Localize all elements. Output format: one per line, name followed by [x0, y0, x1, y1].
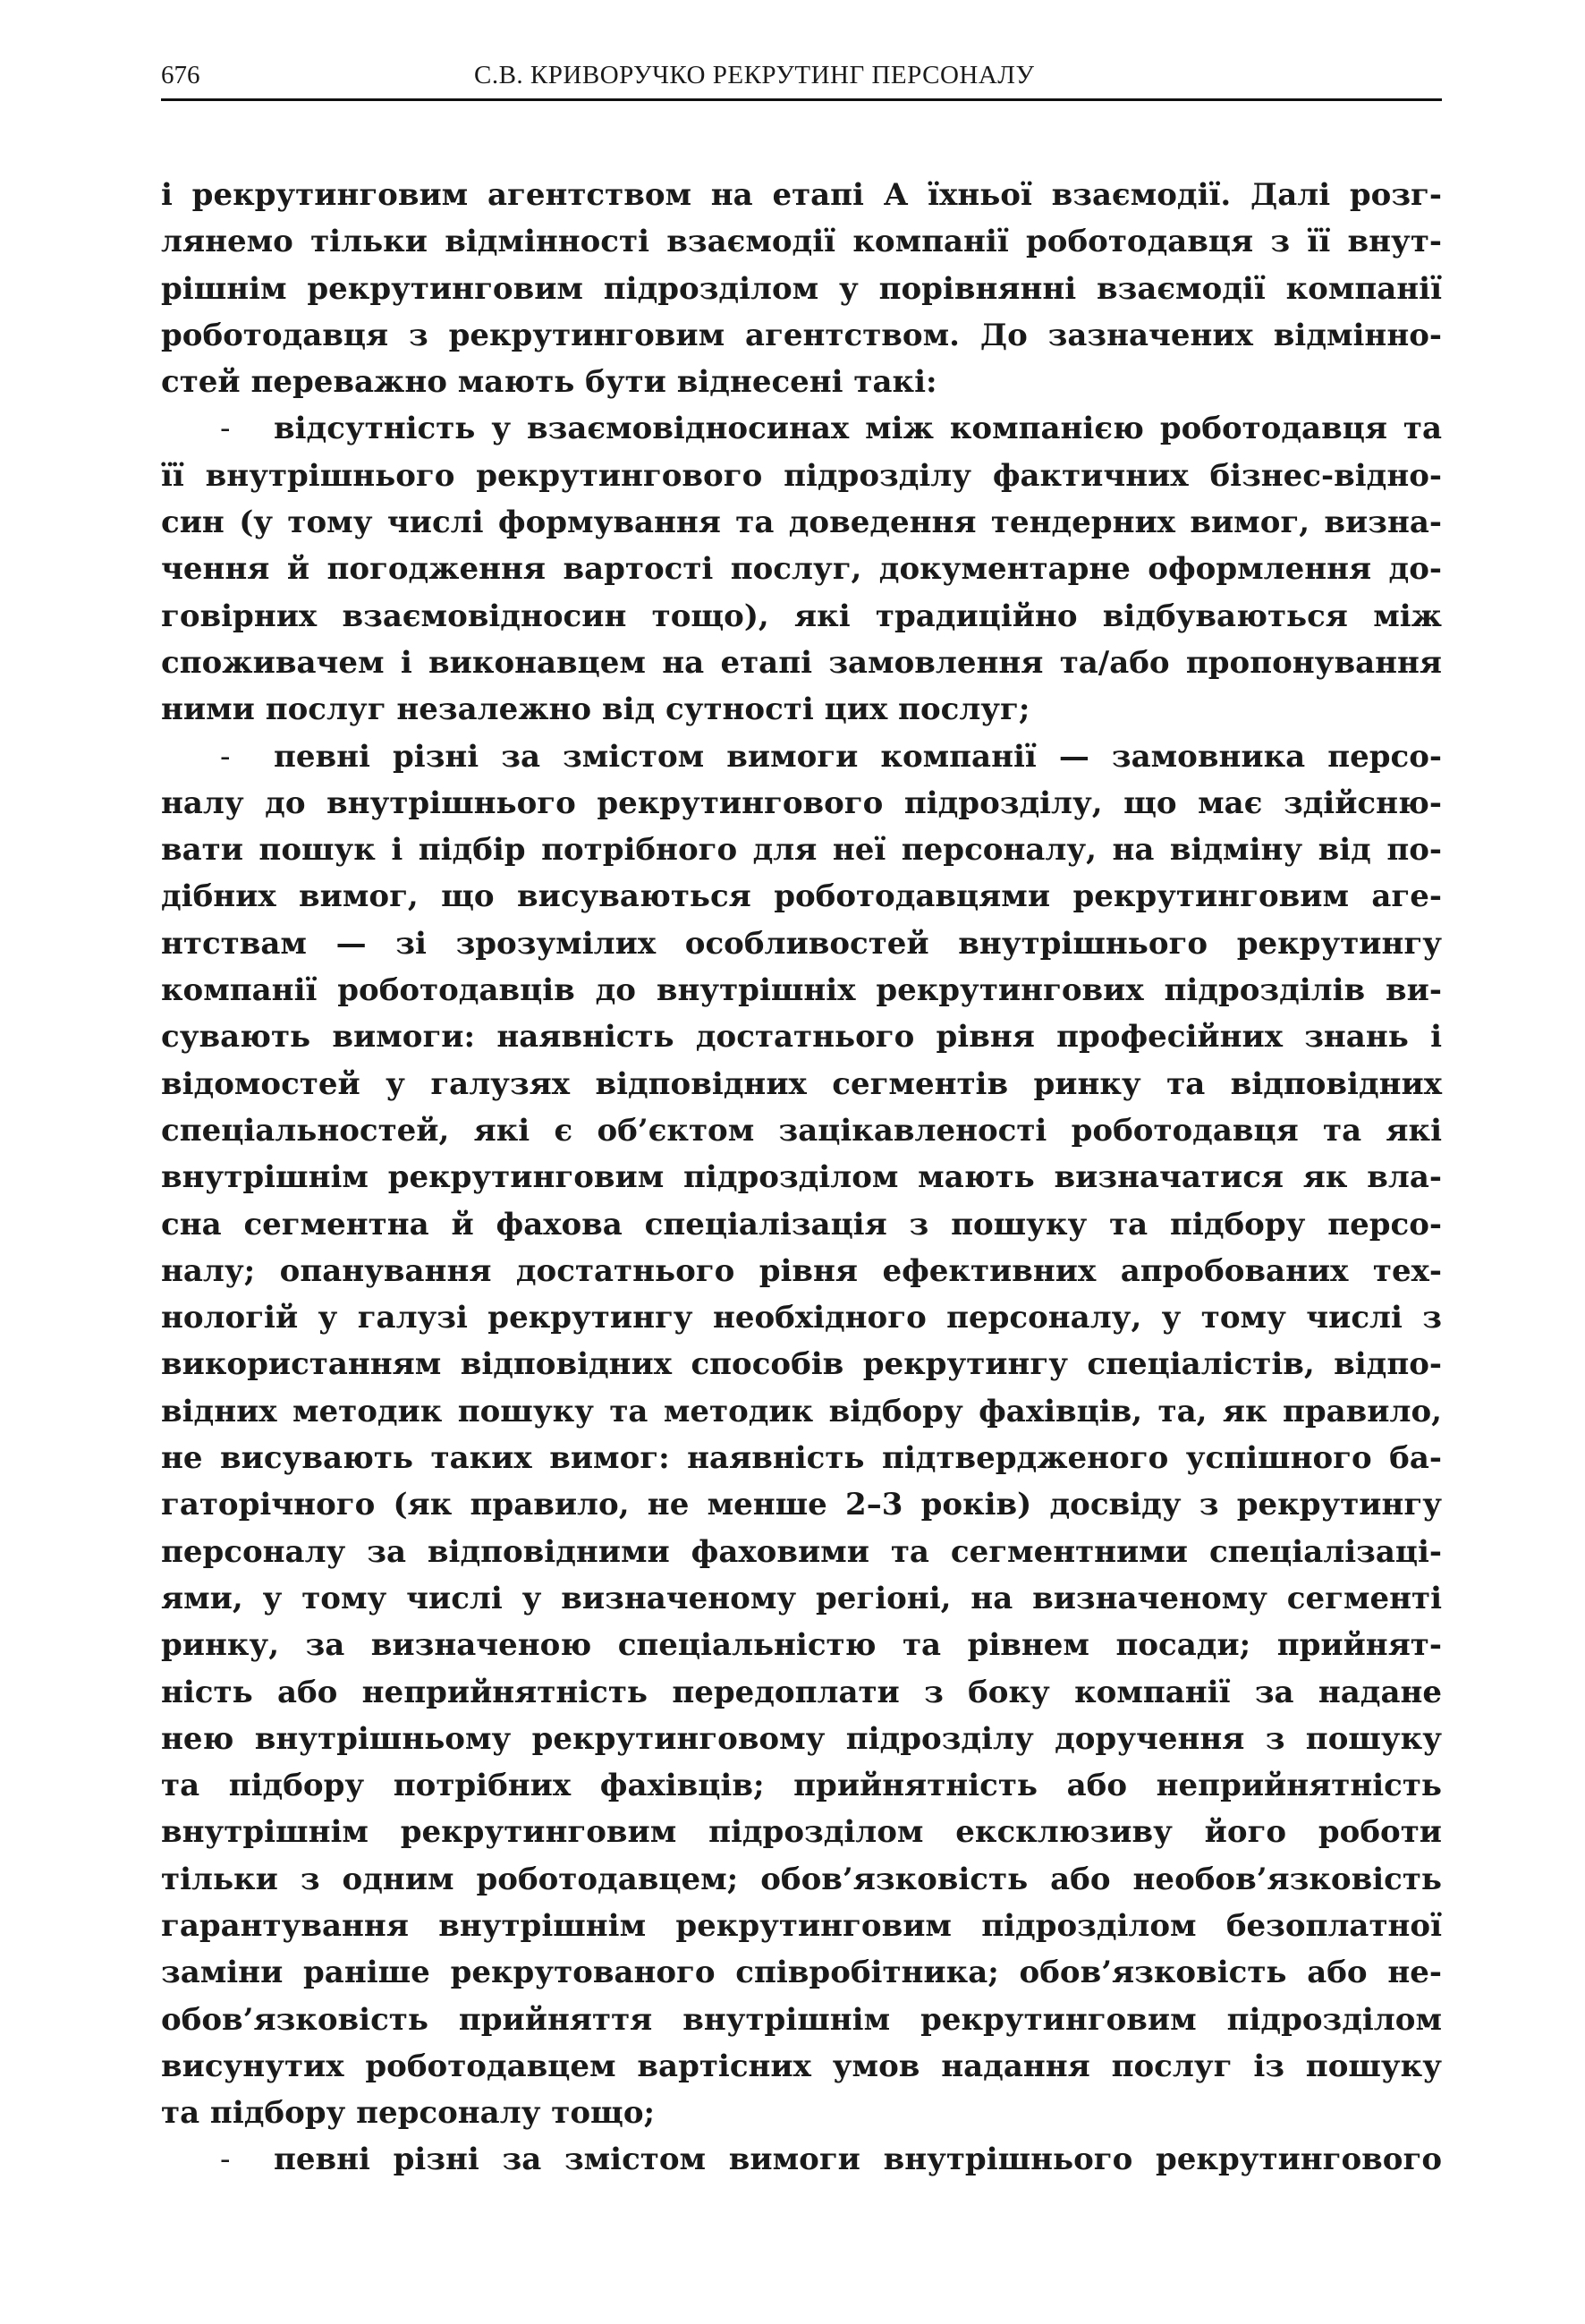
text-line [161, 920, 1442, 967]
line-text: роботодавця з рекрутинговим агентством. До зазначених відмінно- [161, 317, 1442, 353]
text-line [161, 499, 1442, 546]
line-text: син (у тому числі формування та доведення тендерних вимог, визна- [161, 505, 1442, 541]
line-text: сувають вимоги: наявність достатнього рівня професійних знань і [161, 1019, 1442, 1056]
line-text: налу до внутрішнього рекрутингового підрозділу, що має здійсню- [161, 785, 1442, 821]
text-line [161, 827, 1442, 873]
text-line [161, 873, 1442, 920]
line-text: використанням відповідних способів рекрутингу спеціалістів, відпо- [161, 1346, 1442, 1383]
line-text: ними послуг незалежно від сутності цих послуг; [161, 691, 1030, 728]
text-line [161, 1903, 1442, 1949]
text-line [161, 1014, 1442, 1060]
line-text: ринку, за визначеною спеціальністю та рівнем посади; прийнят- [161, 1627, 1442, 1664]
line-text: нологій у галузі рекрутингу необхідного персоналу, у тому числі з [161, 1300, 1442, 1336]
text-line [161, 2090, 1442, 2136]
line-text: нтствам — зі зрозумілих особливостей внутрішнього рекрутингу [161, 925, 1442, 962]
text-line [161, 1154, 1442, 1200]
line-text: висунутих роботодавцем вартісних умов надання послуг із пошуку [161, 2048, 1442, 2084]
text-line [161, 1669, 1442, 1716]
line-text: і рекрутинговим агентством на етапі А їхньої взаємодії. Далі розг- [161, 177, 1442, 213]
line-text: стей переважно мають бути віднесені такі: [161, 364, 937, 401]
line-text: чення й погодження вартості послуг, документарне оформлення до- [161, 551, 1442, 588]
line-text: гаторічного (як правило, не менше 2–3 років) досвіду з рекрутингу [161, 1487, 1442, 1523]
line-text: говірних взаємовідносин тощо), які традиційно відбуваються між [161, 598, 1442, 634]
text-line [161, 593, 1442, 640]
line-text: вати пошук і підбір потрібного для неї персоналу, на відміну від по- [161, 832, 1442, 869]
line-text: певні різні за змістом вимоги внутрішнього рекрутингового [274, 2142, 1442, 2178]
line-text: певні різні за змістом вимоги компанії — замовника персо- [274, 738, 1442, 775]
line-text: та підбору персоналу тощо; [161, 2095, 656, 2132]
line-text: та підбору потрібних фахівців; прийнятність або неприйнятність [161, 1768, 1442, 1804]
text-line [161, 1529, 1442, 1575]
text-line [161, 1201, 1442, 1248]
text-line [161, 1762, 1442, 1809]
text-line [161, 546, 1442, 592]
text-line [161, 967, 1442, 1014]
line-text: компанії роботодавців до внутрішніх рекрутингових підрозділів ви- [161, 972, 1442, 1009]
text-line [161, 2043, 1442, 2090]
line-text: спеціальностей, які є об’єктом зацікавленості роботодавця та які [161, 1112, 1442, 1149]
text-line [161, 1997, 1442, 2043]
line-text: споживачем і виконавцем на етапі замовлення та/або пропонування [161, 644, 1442, 681]
text-line [161, 1575, 1442, 1622]
line-text: нею внутрішньому рекрутинговому підрозділу доручення з пошуку [161, 1720, 1442, 1757]
text-line [161, 1061, 1442, 1107]
text-line [161, 453, 1442, 499]
line-text: відсутність у взаємовідносинах між компанією роботодавця та [274, 411, 1442, 447]
line-text: її внутрішнього рекрутингового підрозділу фактичних бізнес-відно- [161, 457, 1442, 494]
text-line [161, 1107, 1442, 1154]
running-title: С.В. КРИВОРУЧКО РЕКРУТИНГ ПЕРСОНАЛУ [474, 61, 1035, 89]
page-number: 676 [161, 61, 200, 89]
line-text: дібних вимог, що висуваються роботодавцями рекрутинговим аге- [161, 878, 1442, 915]
text-line [161, 1388, 1442, 1435]
text-line [161, 1294, 1442, 1341]
line-text: рішнім рекрутинговим підрозділом у порівнянні взаємодії компанії [161, 270, 1442, 307]
text-line [161, 780, 1442, 827]
text-line [161, 1856, 1442, 1903]
list-item-line [161, 405, 1442, 452]
text-line [161, 359, 1442, 405]
text-line [161, 312, 1442, 359]
line-text: тільки з одним роботодавцем; обов’язковість або необов’язковість [161, 1861, 1442, 1897]
bullet-dash: - [220, 411, 231, 447]
text-line [161, 1248, 1442, 1294]
text-line [161, 640, 1442, 686]
line-text: не висувають таких вимог: наявність підтвердженого успішного ба- [161, 1440, 1442, 1477]
list-item-line [161, 734, 1442, 780]
text-line [161, 1809, 1442, 1855]
text-line [161, 686, 1442, 733]
line-text: відомостей у галузях відповідних сегментів ринку та відповідних [161, 1065, 1442, 1102]
line-text: обов’язковість прийняття внутрішнім рекрутинговим підрозділом [161, 2001, 1442, 2038]
line-text: лянемо тільки відмінності взаємодії компанії роботодавця з її внут- [161, 224, 1442, 260]
text-line [161, 172, 1442, 218]
body-text [161, 172, 1442, 2184]
text-line [161, 266, 1442, 312]
line-text: налу; опанування достатнього рівня ефективних апробованих тех- [161, 1252, 1442, 1289]
text-line [161, 1481, 1442, 1528]
line-text: ями, у тому числі у визначеному регіоні, на визначеному сегменті [161, 1580, 1442, 1616]
bullet-dash: - [220, 2142, 231, 2178]
text-line [161, 1949, 1442, 1996]
text-line [161, 1622, 1442, 1668]
text-line [161, 218, 1442, 265]
bullet-dash: - [220, 738, 231, 775]
list-item-line [161, 2136, 1442, 2183]
line-text: сна сегментна й фахова спеціалізація з пошуку та підбору персо- [161, 1206, 1442, 1243]
line-text: внутрішнім рекрутинговим підрозділом мають визначатися як вла- [161, 1159, 1442, 1196]
text-line [161, 1716, 1442, 1762]
line-text: відних методик пошуку та методик відбору фахівців, та, як правило, [161, 1393, 1442, 1429]
text-line [161, 1435, 1442, 1481]
line-text: гарантування внутрішнім рекрутинговим підрозділом безоплатної [161, 1907, 1442, 1944]
text-line [161, 1341, 1442, 1387]
line-text: персоналу за відповідними фаховими та сегментними спеціалізаці- [161, 1533, 1442, 1570]
line-text: внутрішнім рекрутинговим підрозділом ексклюзиву його роботи [161, 1814, 1442, 1851]
page-header [161, 57, 1442, 101]
line-text: заміни раніше рекрутованого співробітника; обов’язковість або не- [161, 1955, 1442, 1991]
line-text: ність або неприйнятність передоплати з боку компанії за надане [161, 1674, 1442, 1710]
